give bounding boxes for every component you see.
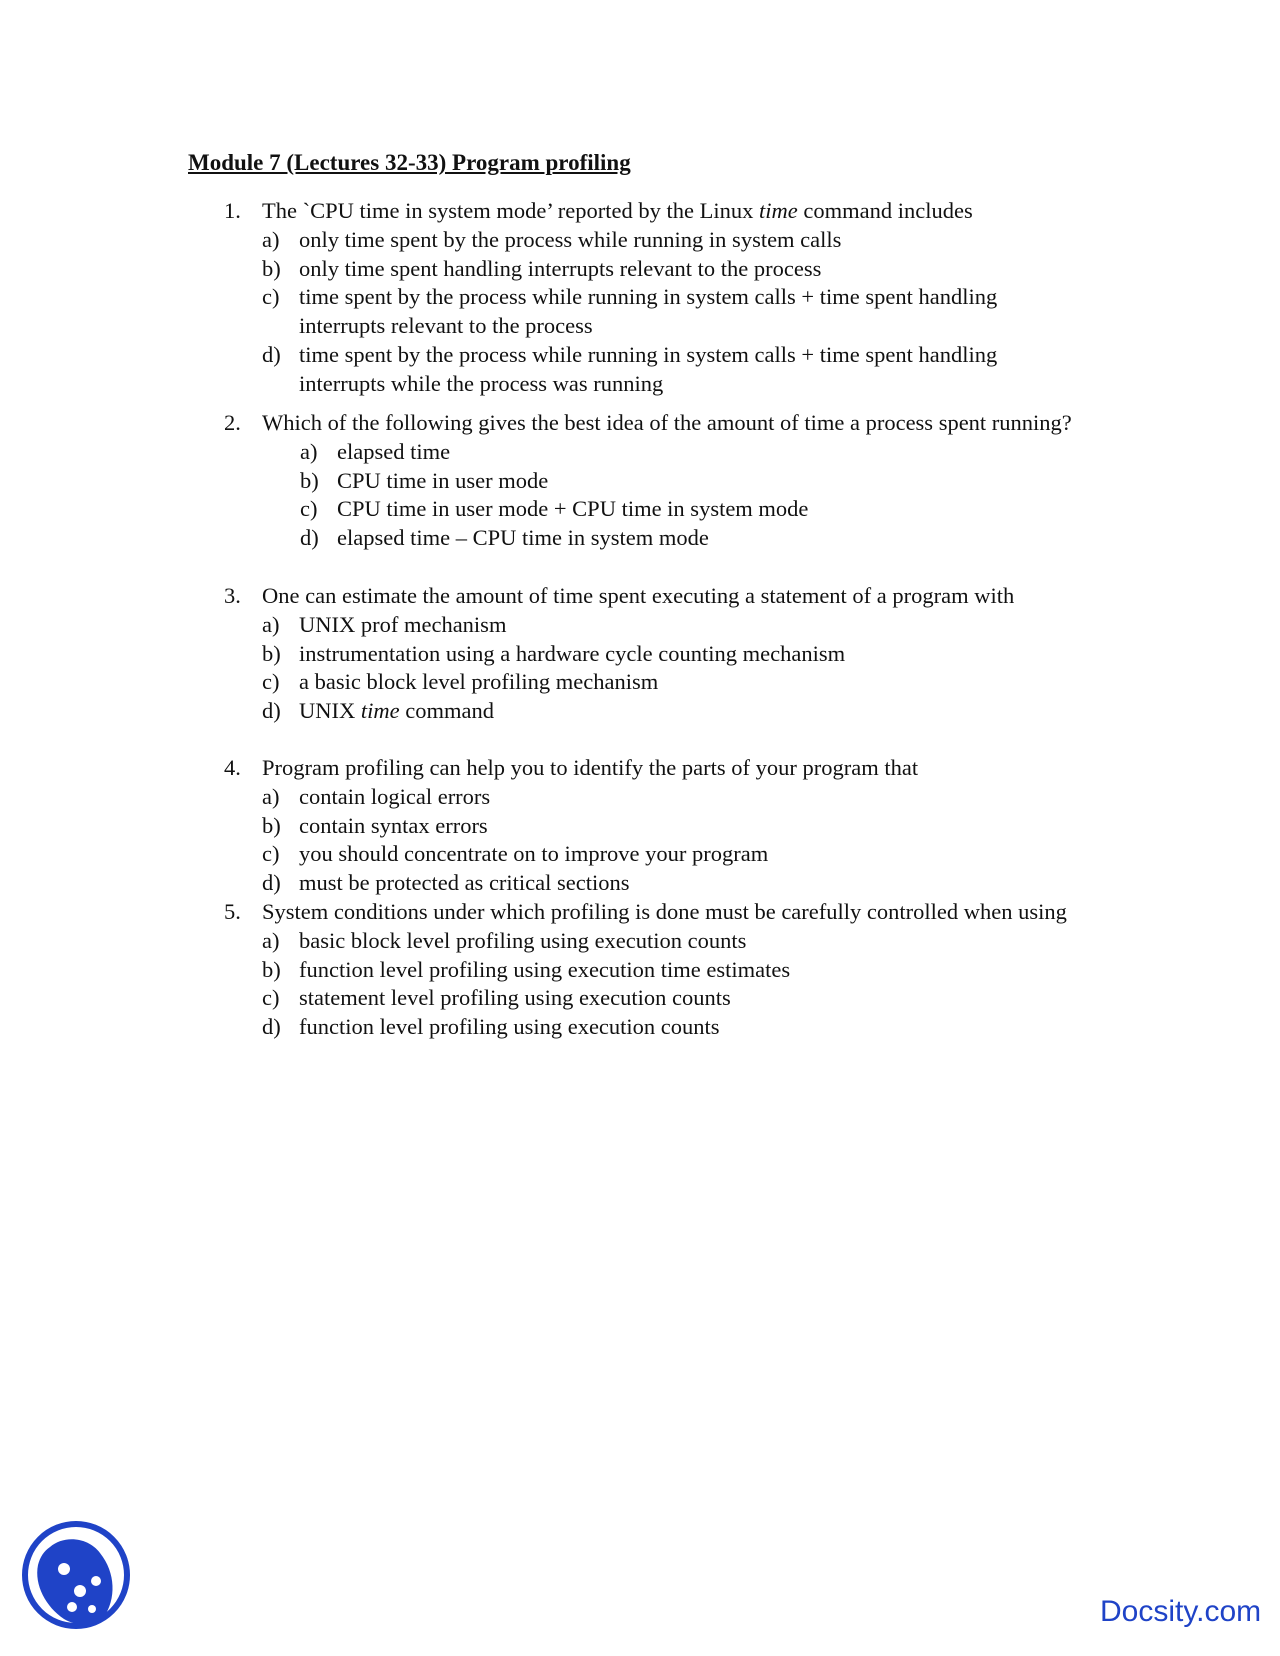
option-d: d) must be protected as critical sections bbox=[262, 870, 630, 896]
question-stem: System conditions under which profiling is done must be carefully controlled when using bbox=[262, 899, 1067, 924]
option-d: d) elapsed time – CPU time in system mode bbox=[300, 525, 709, 551]
question-stem: One can estimate the amount of time spent executing a statement of a program with bbox=[262, 583, 1015, 608]
option-c: c) CPU time in user mode + CPU time in system mode bbox=[300, 496, 809, 522]
question-number: 3. bbox=[224, 583, 241, 608]
option-d: d) time spent by the process while running in system calls + time spent handling interrupts while the process was running bbox=[262, 341, 998, 396]
option-b: b) only time spent handling interrupts relevant to the process bbox=[262, 255, 822, 281]
question-3 bbox=[224, 582, 1084, 726]
docsity-brand[interactable]: Docsity.com bbox=[1100, 1595, 1262, 1628]
option-c: c) time spent by the process while running in system calls + time spent handling interrupts relevant to the process bbox=[262, 284, 998, 339]
option-b: b) CPU time in user mode bbox=[300, 467, 549, 493]
option-a: a) contain logical errors bbox=[262, 783, 491, 809]
option-c: c) statement level profiling using execution counts bbox=[262, 985, 731, 1011]
option-c: c) you should concentrate on to improve your program bbox=[262, 841, 769, 867]
question-number: 2. bbox=[224, 410, 241, 435]
question-stem: The `CPU time in system mode’ reported by the Linux time command includes bbox=[262, 198, 973, 223]
question-stem: Which of the following gives the best idea of the amount of time a process spent running? bbox=[262, 410, 1072, 435]
question-1 bbox=[224, 197, 1084, 399]
option-a: a) basic block level profiling using execution counts bbox=[262, 927, 747, 953]
option-d: d) function level profiling using execution counts bbox=[262, 1014, 720, 1040]
question-number: 1. bbox=[224, 198, 241, 223]
question-2 bbox=[224, 409, 1084, 553]
question-5 bbox=[224, 898, 1084, 1042]
docsity-logo-icon bbox=[20, 1515, 132, 1635]
option-d: d) UNIX time command bbox=[262, 698, 494, 724]
option-list bbox=[262, 927, 1084, 1042]
option-list bbox=[262, 783, 1084, 898]
question-number: 4. bbox=[224, 755, 241, 780]
page-title: Module 7 (Lectures 32-33) Program profiling bbox=[188, 150, 631, 175]
option-b: b) instrumentation using a hardware cycle counting mechanism bbox=[262, 640, 846, 666]
option-list bbox=[262, 226, 1084, 399]
question-number: 5. bbox=[224, 899, 241, 924]
option-a: a) UNIX prof mechanism bbox=[262, 611, 507, 637]
option-a: a) elapsed time bbox=[300, 438, 451, 464]
question-stem: Program profiling can help you to identify the parts of your program that bbox=[262, 755, 919, 780]
option-b: b) contain syntax errors bbox=[262, 812, 488, 838]
option-list bbox=[300, 438, 1084, 553]
option-list bbox=[262, 611, 1084, 726]
option-b: b) function level profiling using execution time estimates bbox=[262, 956, 791, 982]
question-4 bbox=[224, 754, 1084, 898]
option-a: a) only time spent by the process while running in system calls bbox=[262, 226, 842, 252]
option-c: c) a basic block level profiling mechanism bbox=[262, 669, 659, 695]
